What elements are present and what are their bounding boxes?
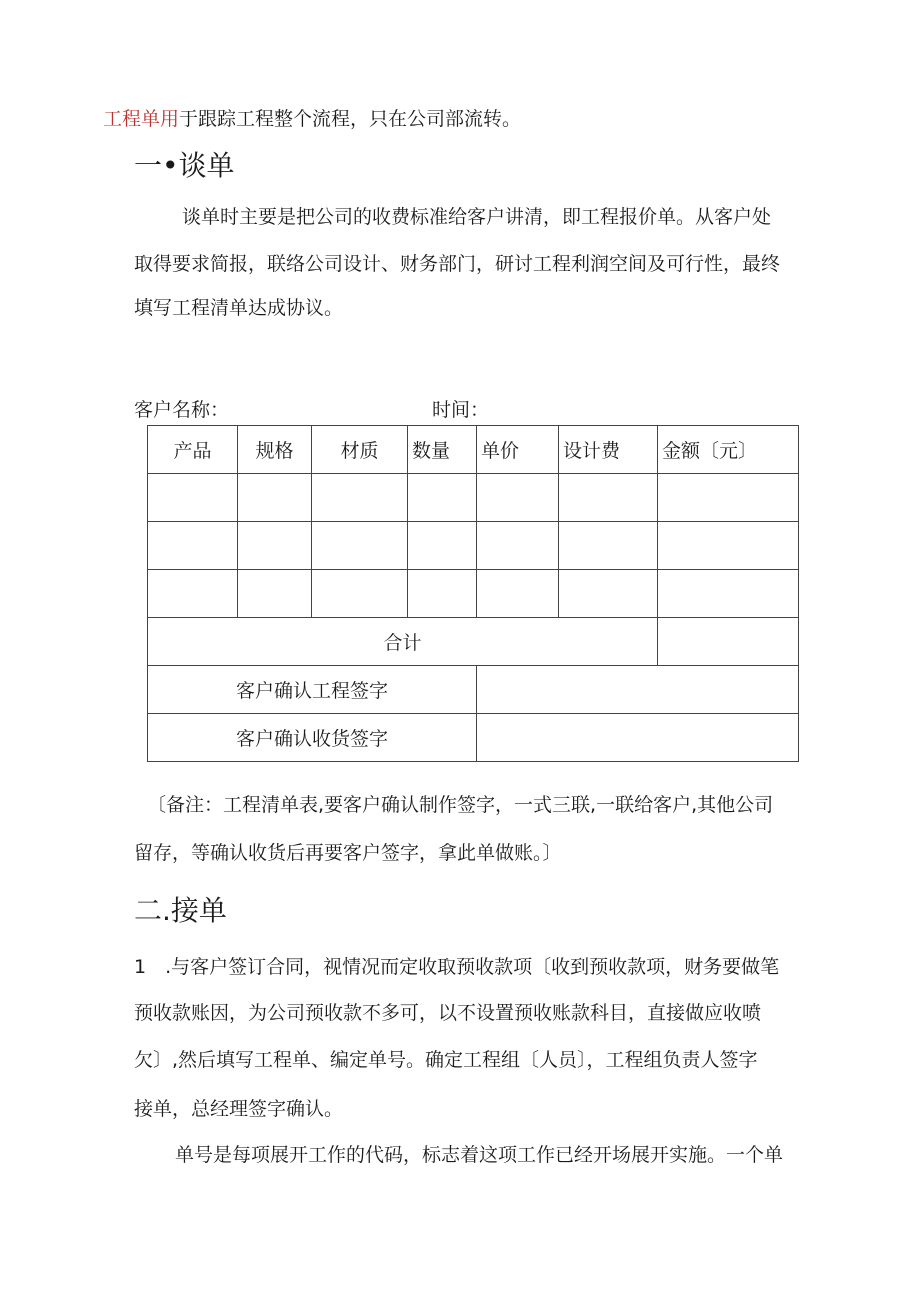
section2-item1-line2: 预收款账因，为公司预收款不多可，以不设置预收账款科目，直接做应收喷 [134, 1002, 762, 1024]
note-line2: 留存，等确认收货后再要客户签字，拿此单做账。〕 [134, 842, 562, 864]
table-cell [477, 522, 559, 570]
col-header-material: 材质 [312, 426, 408, 474]
col-header-product: 产品 [148, 426, 238, 474]
total-value-cell [658, 618, 799, 666]
section2-heading: 二.接单 [134, 894, 227, 927]
section2-item1-line3: 欠〕,然后填写工程单、编定单号。确定工程组〔人员〕，工程组负责人签字 [134, 1049, 758, 1071]
table-cell [148, 522, 238, 570]
col-header-amount: 金额〔元〕 [658, 426, 799, 474]
total-label: 合计 [148, 618, 658, 666]
table-cell [658, 570, 799, 618]
quote-table [147, 425, 799, 762]
table-cell [559, 474, 658, 522]
intro-highlight: 工程单用 [103, 108, 180, 130]
time-label: 时间： [432, 399, 490, 421]
section2-para2-line1: 单号是每项展开工作的代码，标志着这项工作已经开场展开实施。一个单 [175, 1144, 784, 1166]
note-line1: 〔备注：工程清单表,要客户确认制作签字，一式三联,一联给客户,其他公司 [147, 794, 774, 816]
table-cell [312, 522, 408, 570]
table-cell [408, 474, 477, 522]
table-cell [238, 474, 312, 522]
section2-item1-line4: 接单，总经理签字确认。 [134, 1098, 344, 1120]
section1-para-line3: 填写工程清单达成协议。 [134, 297, 344, 319]
table-cell [408, 522, 477, 570]
total-row [148, 618, 799, 666]
table-row [148, 570, 799, 618]
intro-rest: 于跟踪工程整个流程，只在公司部流转。 [179, 108, 522, 130]
table-row [148, 474, 799, 522]
sign-row-receipt [148, 714, 799, 762]
table-cell [477, 474, 559, 522]
table-cell [312, 570, 408, 618]
table-cell [658, 474, 799, 522]
section1-para-line1: 谈单时主要是把公司的收费标准给客户讲清，即工程报价单。从客户处 [182, 206, 772, 228]
table-cell [477, 570, 559, 618]
intro-line [103, 107, 521, 131]
table-cell [148, 474, 238, 522]
section1-para-line2: 取得要求简报，联络公司设计、财务部门，研讨工程利润空间及可行性，最终 [134, 253, 781, 275]
sign-receipt-cell [477, 714, 799, 762]
sign-project-cell [477, 666, 799, 714]
section2-item1-line1: 1 .与客户签订合同，视情况而定收取预收款项〔收到预收款项，财务要做笔 [134, 956, 780, 978]
sign-project-label: 客户确认工程签字 [148, 666, 477, 714]
sign-receipt-label: 客户确认收货签字 [148, 714, 477, 762]
col-header-design-fee: 设计费 [559, 426, 658, 474]
table-cell [238, 570, 312, 618]
col-header-unit-price: 单价 [477, 426, 559, 474]
table-cell [408, 570, 477, 618]
table-cell [148, 570, 238, 618]
section1-heading: 一•谈单 [134, 149, 235, 182]
table-cell [559, 570, 658, 618]
sign-row-project [148, 666, 799, 714]
customer-name-label: 客户名称： [134, 399, 230, 421]
form-labels [134, 398, 814, 422]
table-row [148, 522, 799, 570]
table-cell [312, 474, 408, 522]
table-cell [559, 522, 658, 570]
table-cell [658, 522, 799, 570]
col-header-quantity: 数量 [408, 426, 477, 474]
table-cell [238, 522, 312, 570]
col-header-spec: 规格 [238, 426, 312, 474]
table-header-row [148, 426, 799, 474]
